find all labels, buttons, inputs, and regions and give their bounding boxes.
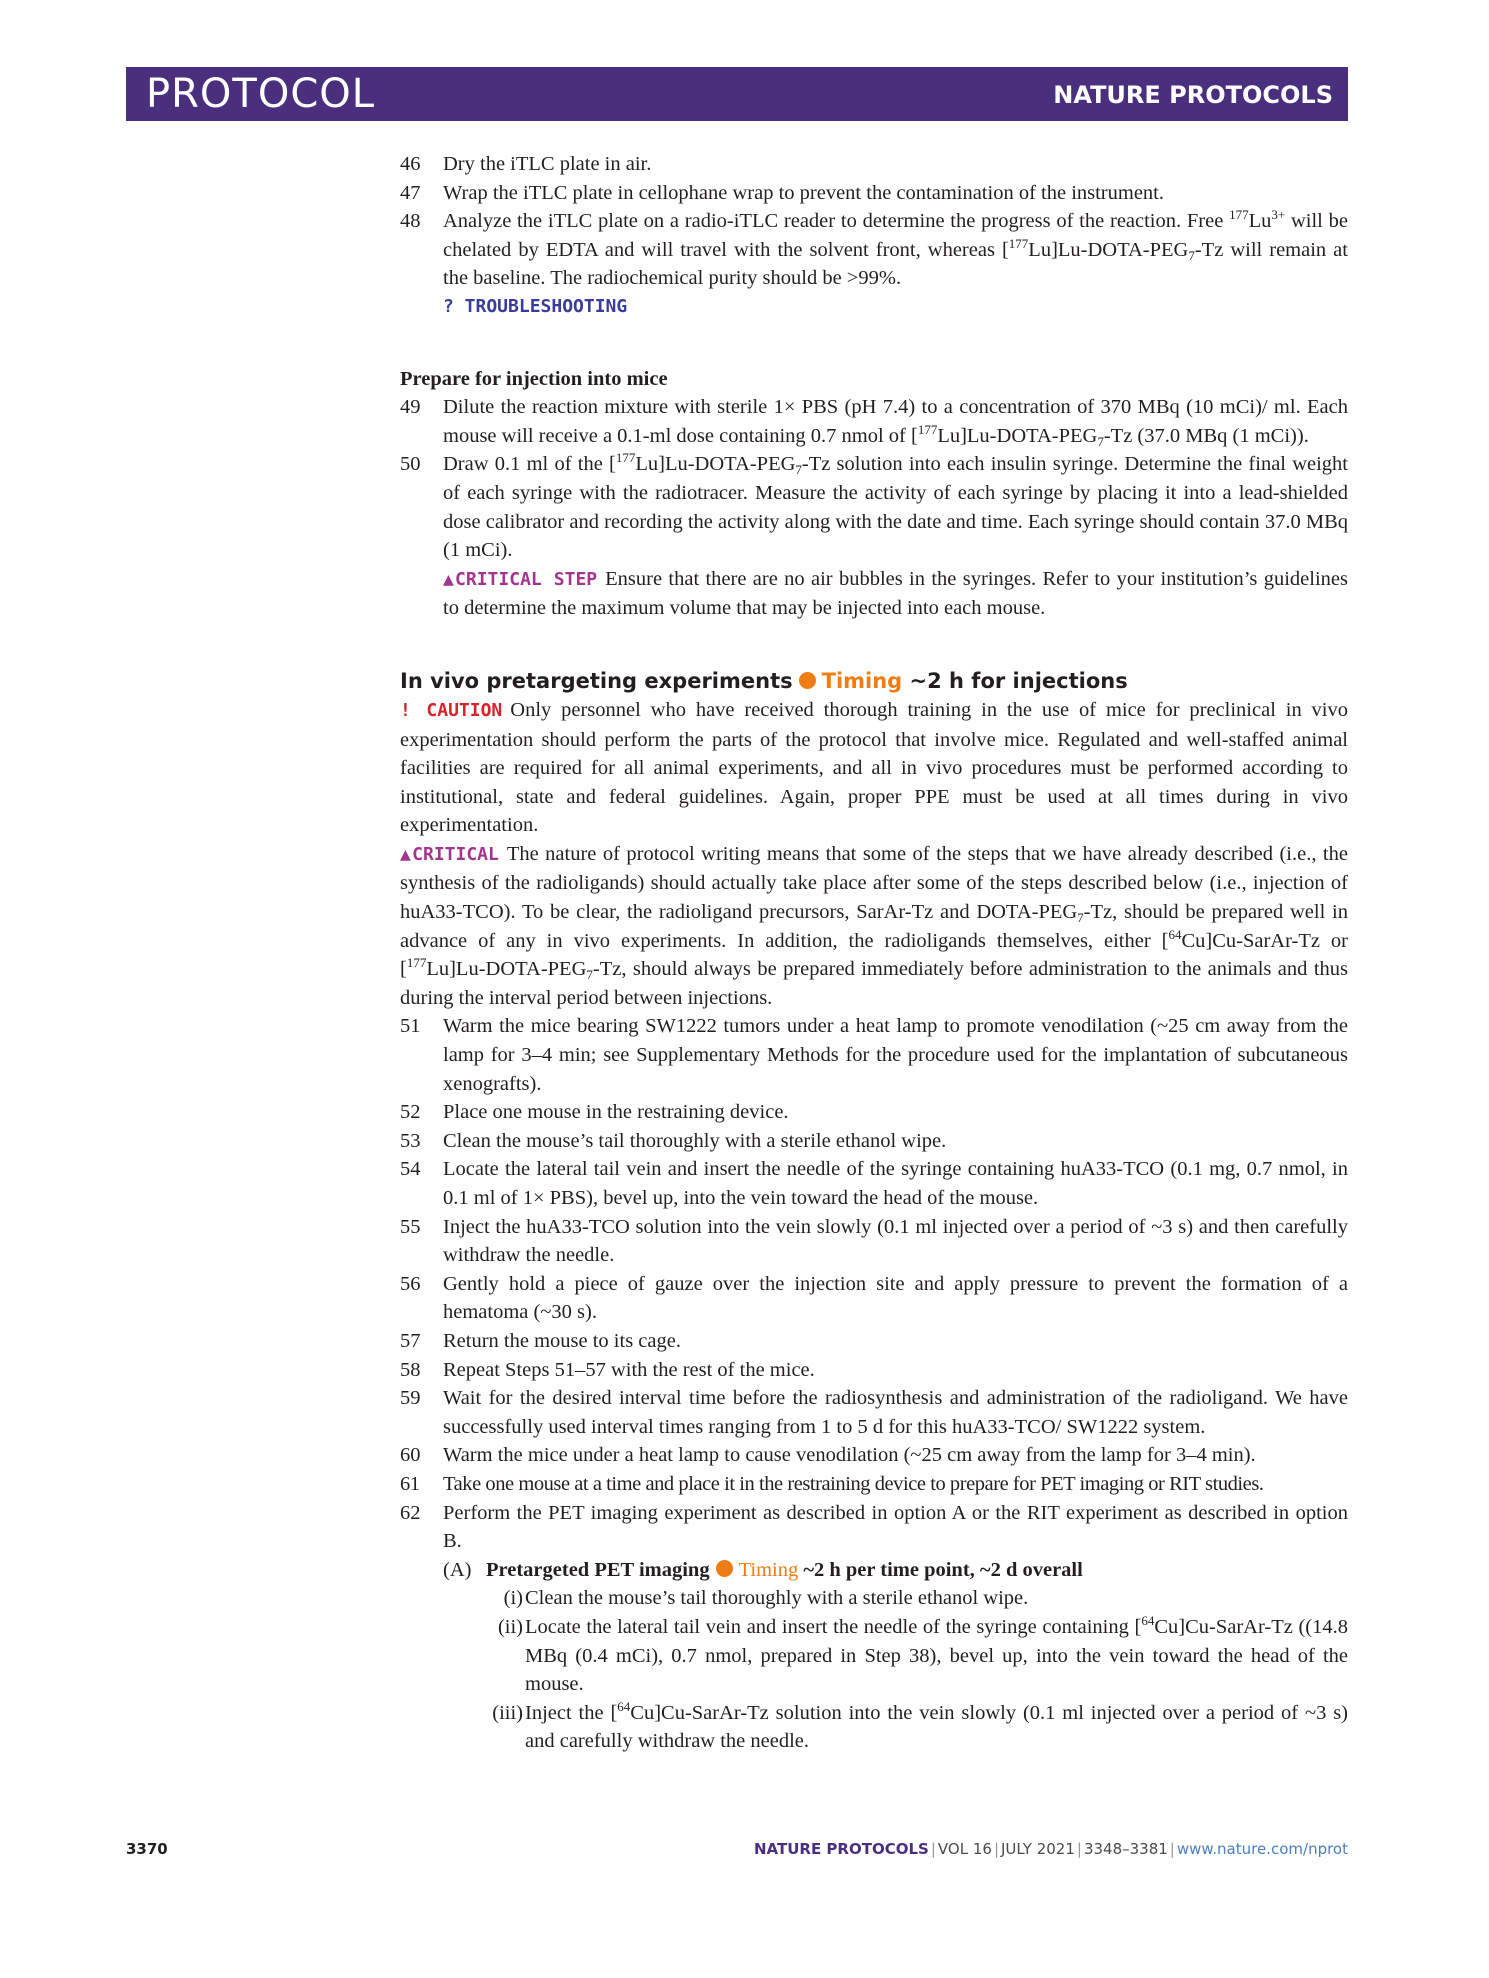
step-48 [400,207,1348,321]
substep-label: (iii) [492,1701,523,1724]
step-number: 62 [400,1501,421,1524]
page-content [400,150,1348,1756]
step-59 [400,1384,1348,1441]
step-text: Inject the huA33-TCO solution into the vein slowly (0.1 ml injected over a period of ~3 s) and then carefully withdraw the needle. [443,1215,1348,1267]
option-a-step-iii [486,1699,1348,1756]
section-heading-pretargeting [400,666,1348,696]
step-text: -Tz will remain at the baseline. The radiochemical purity should be >99%. [443,238,1348,290]
critical-step-note [443,565,1348,623]
step-56 [400,1270,1348,1327]
footer-separator: | [993,1840,999,1858]
caution-label: ! CAUTION [400,699,503,721]
step-number: 50 [400,453,421,476]
step-text: will be chelated by EDTA and will travel with the solvent front, whereas [ [443,210,1348,261]
step-49 [400,393,1348,450]
critical-step-label: ▲CRITICAL STEP [443,568,598,590]
footer-separator: | [1169,1840,1175,1858]
step-number: 55 [400,1215,421,1238]
step-text: Repeat Steps 51–57 with the rest of the mice. [443,1358,815,1381]
step-text: Draw 0.1 ml of the [ [443,453,616,476]
subscript: 7 [586,967,593,983]
step-number: 60 [400,1444,421,1467]
step-text: Lu]Lu-DOTA-PEG [635,453,796,476]
step-text: Clean the mouse’s tail thoroughly with a sterile ethanol wipe. [443,1129,947,1152]
critical-text: Cu]Cu-SarAr-Tz or [ [400,929,1348,981]
timing-value: ~2 h for injections [909,668,1128,693]
footer-volume: VOL 16 [937,1840,992,1858]
substep-label: (ii) [497,1615,523,1638]
step-50 [400,450,1348,623]
critical-text: -Tz, should always be prepared immediately before administration to the animals and thus during the interval period between injections. [400,958,1348,1009]
journal-name: NATURE PROTOCOLS [1053,81,1333,109]
option-a-step-ii [486,1613,1348,1699]
step-54 [400,1155,1348,1212]
step-text: Warm the mice bearing SW1222 tumors under a heat lamp to promote venodilation (~25 cm away from the lamp for 3–4 min; see Supplementary Methods for the procedure used for the implantation of subcutaneous xenografts). [443,1015,1348,1095]
step-text: Warm the mice under a heat lamp to cause venodilation (~25 cm away from the lamp for 3–4 min). [443,1444,1256,1467]
critical-text: The nature of protocol writing means that some of the steps that we have already described (i.e., the synthesis of the radioligands) should actually take place after some of the steps described below (i.e., injection of huA33-TCO). To be clear, the radioligand precursors, SarAr-Tz and DOTA-PEG [400,842,1348,924]
step-58 [400,1356,1348,1385]
step-text: Locate the lateral tail vein and insert the needle of the syringe containing huA33-TCO (0.1 mg, 0.7 nmol, in 0.1 ml of 1× PBS), bevel up, into the vein toward the head of the mouse. [443,1158,1348,1209]
step-text: -Tz (37.0 MBq (1 mCi)). [1103,424,1309,447]
footer-pages: 3348–3381 [1083,1840,1168,1858]
step-text: Take one mouse at a time and place it in the restraining device to prepare for PET imaging or RIT studies. [443,1472,1264,1495]
footer-date: JULY 2021 [1001,1840,1075,1858]
step-number: 59 [400,1387,421,1410]
step-53 [400,1127,1348,1156]
isotope-superscript: 177 [615,450,636,466]
step-number: 54 [400,1158,421,1181]
step-61 [400,1470,1348,1499]
step-number: 57 [400,1329,421,1352]
step-number: 58 [400,1358,421,1381]
option-label: (A) [443,1558,472,1581]
subscript: 7 [1097,433,1104,449]
page-number: 3370 [126,1840,168,1858]
isotope-superscript: 177 [917,421,938,437]
subscript: 7 [795,462,802,478]
step-text: Lu]Lu-DOTA-PEG [1028,238,1189,261]
step-47 [400,179,1348,208]
substep-text: Locate the lateral tail vein and insert the needle of the syringe containing [ [525,1615,1142,1638]
step-text: Return the mouse to its cage. [443,1329,681,1352]
caution-note [400,696,1348,840]
step-text: Lu]Lu-DOTA-PEG [937,424,1098,447]
timing-label: Timing [738,1558,799,1581]
isotope-superscript: 64 [1141,1612,1155,1628]
step-number: 61 [400,1472,420,1495]
subscript: 7 [1077,910,1084,926]
timing-dot-icon [799,672,816,689]
step-number: 49 [400,396,421,419]
step-number: 48 [400,210,421,233]
step-number: 53 [400,1129,421,1152]
step-52 [400,1098,1348,1127]
step-number: 46 [400,153,421,175]
critical-note [400,840,1348,1013]
footer-journal: NATURE PROTOCOLS [754,1840,929,1858]
timing-value: ~2 h per time point, ~2 d overall [803,1558,1083,1581]
caution-text: Only personnel who have received thorough training in the use of mice for preclinical in vivo experimentation should perform the parts of the protocol that involve mice. Regulated and well-staffed animal facilities are required for all animal experiments, and all in vivo procedures must be performed according to institutional, state and federal guidelines. Again, proper PPE must be used at all times during in vivo experimentation. [400,698,1348,837]
step-62 [400,1499,1348,1556]
charge-superscript: 3+ [1271,207,1286,223]
step-text: Dry the iTLC plate in air. [443,153,652,175]
troubleshooting-link[interactable]: ? TROUBLESHOOTING [443,295,628,317]
option-a-step-i [486,1584,1348,1613]
critical-label: ▲CRITICAL [400,843,499,865]
step-text: Gently hold a piece of gauze over the injection site and apply pressure to prevent the formation of a hematoma (~30 s). [443,1272,1348,1324]
isotope-superscript: 177 [406,955,427,971]
step-text: Analyze the iTLC plate on a radio-iTLC reader to determine the progress of the reaction. Free [443,210,1230,233]
step-55 [400,1213,1348,1270]
step-text: Wait for the desired interval time before the radiosynthesis and administration of the radioligand. We have successfully used interval times ranging from 1 to 5 d for this huA33-TCO/ SW1222 system. [443,1387,1348,1438]
critical-text: Lu]Lu-DOTA-PEG [426,958,587,981]
step-46 [400,150,1348,179]
step-number: 52 [400,1101,421,1124]
isotope-superscript: 177 [1008,235,1029,251]
step-text: Dilute the reaction mixture with sterile 1× PBS (pH 7.4) to a concentration of 370 MBq (10 mCi)/ ml. Each mouse will receive a 0.1-ml dose containing 0.7 nmol of [ [443,396,1348,447]
substep-text: Cu]Cu-SarAr-Tz solution into the vein slowly (0.1 ml injected over a period of ~3 s) and carefully withdraw the needle. [525,1701,1348,1753]
step-number: 47 [400,181,421,204]
substep-text: Clean the mouse’s tail thoroughly with a sterile ethanol wipe. [525,1587,1029,1610]
footer-citation [754,1840,1348,1858]
subscript: 7 [1188,247,1195,263]
option-title: Pretargeted PET imaging [486,1558,710,1581]
critical-step-text: Ensure that there are no air bubbles in the syringes. Refer to your institution’s guidelines to determine the maximum volume that may be injected into each mouse. [443,567,1348,620]
timing-dot-icon [716,1560,733,1577]
isotope-superscript: 64 [1168,926,1182,942]
step-number: 56 [400,1272,421,1295]
isotope-superscript: 64 [617,1698,631,1714]
heading-text: In vivo pretargeting experiments [400,668,793,693]
section-label: PROTOCOL [146,71,376,117]
option-a [443,1556,1348,1585]
footer-separator: | [1076,1840,1082,1858]
step-text: -Tz solution into each insulin syringe. Determine the final weight of each syringe with the radiotracer. Measure the activity of each syringe by placing it into a lead-shielded dose calibrator and recording the activity along with the date and time. Each syringe should contain 37.0 MBq (1 mCi). [443,453,1348,562]
step-text: Wrap the iTLC plate in cellophane wrap to prevent the contamination of the instrument. [443,181,1165,204]
step-57 [400,1327,1348,1356]
footer-url-link[interactable]: www.nature.com/nprot [1176,1840,1348,1858]
step-text: Perform the PET imaging experiment as described in option A or the RIT experiment as described in option B. [443,1501,1348,1553]
critical-text: -Tz, should be prepared well in advance of any in vivo experiments. In addition, the radioligands themselves, either [ [400,901,1348,952]
step-number: 51 [400,1015,421,1038]
step-60 [400,1441,1348,1470]
footer-separator: | [930,1840,936,1858]
step-51 [400,1012,1348,1098]
substep-label: (i) [503,1587,523,1610]
header-banner [126,67,1348,121]
step-text: Lu [1248,210,1272,233]
step-text: Place one mouse in the restraining device. [443,1101,789,1124]
isotope-superscript: 177 [1229,207,1249,223]
section-heading-injection: Prepare for injection into mice [400,367,668,390]
substep-text: Cu]Cu-SarAr-Tz ((14.8 MBq (0.4 mCi), 0.7 nmol, prepared in Step 38), bevel up, into the vein toward the head of the mouse. [525,1615,1348,1696]
timing-label: Timing [821,668,903,693]
substep-text: Inject the [ [525,1701,618,1724]
